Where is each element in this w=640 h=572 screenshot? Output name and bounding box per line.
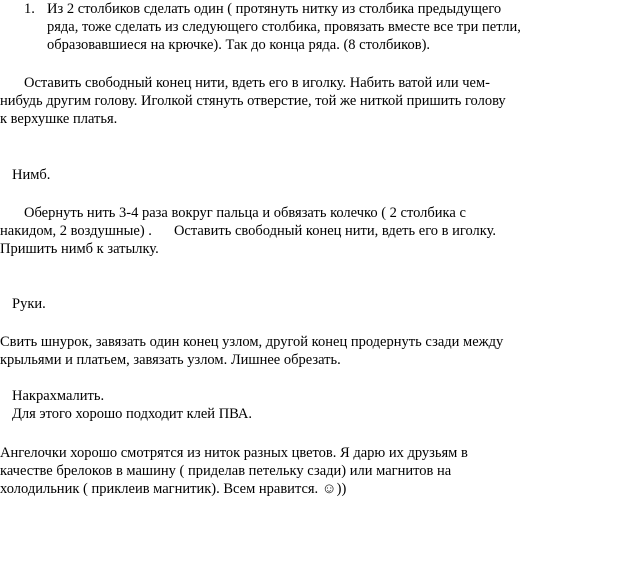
head-line-2: нибудь другим голову. Иголкой стянуть отверстие, той же ниткой пришить голову xyxy=(0,93,506,109)
starch-line-1: Накрахмалить. xyxy=(12,388,105,404)
list-number: 1. xyxy=(24,1,35,17)
closing-line-3: холодильник ( приклеив магнитик). Всем нравится. ☺)) xyxy=(0,481,347,497)
list-item-text xyxy=(47,0,592,54)
head-line-1: Оставить свободный конец нити, вдеть его в иголку. Набить ватой или чем- xyxy=(24,75,490,91)
nimb-line-1: Обернуть нить 3-4 раза вокруг пальца и обвязать колечко ( 2 столбика с xyxy=(24,205,466,221)
head-line-3: к верхушке платья. xyxy=(0,111,118,127)
arms-heading: Руки. xyxy=(12,296,46,312)
nimb-paragraph xyxy=(0,204,600,258)
starch-section xyxy=(0,387,600,423)
nimb-line-2: накидом, 2 воздушные) . Оставить свободный конец нити, вдеть его в иголку. xyxy=(0,223,497,239)
nimb-heading: Нимб. xyxy=(12,167,51,183)
closing-line-1: Ангелочки хорошо смотрятся из ниток разных цветов. Я дарю их друзьям в xyxy=(0,445,468,461)
list-line-2: ряда, тоже сделать из следующего столбика, провязать вместе все три петли, xyxy=(47,19,521,35)
starch-line-2: Для этого хорошо подходит клей ПВА. xyxy=(12,406,253,422)
nimb-line-3: Пришить нимб к затылку. xyxy=(0,241,159,257)
closing-line-2: качестве брелоков в машину ( приделав петельку сзади) или магнитов на xyxy=(0,463,452,479)
list-line-3: образовавшиеся на крючке). Так до конца ряда. (8 столбиков). xyxy=(47,37,431,53)
head-paragraph xyxy=(0,74,600,128)
arms-line-1: Свить шнурок, завязать один конец узлом, другой конец продернуть сзади между xyxy=(0,334,504,350)
list-line-1: Из 2 столбиков сделать один ( протянуть нитку из столбика предыдущего xyxy=(47,1,502,17)
arms-paragraph xyxy=(0,333,600,369)
closing-paragraph xyxy=(0,444,600,498)
arms-line-2: крыльями и платьем, завязать узлом. Лишнее обрезать. xyxy=(0,352,341,368)
